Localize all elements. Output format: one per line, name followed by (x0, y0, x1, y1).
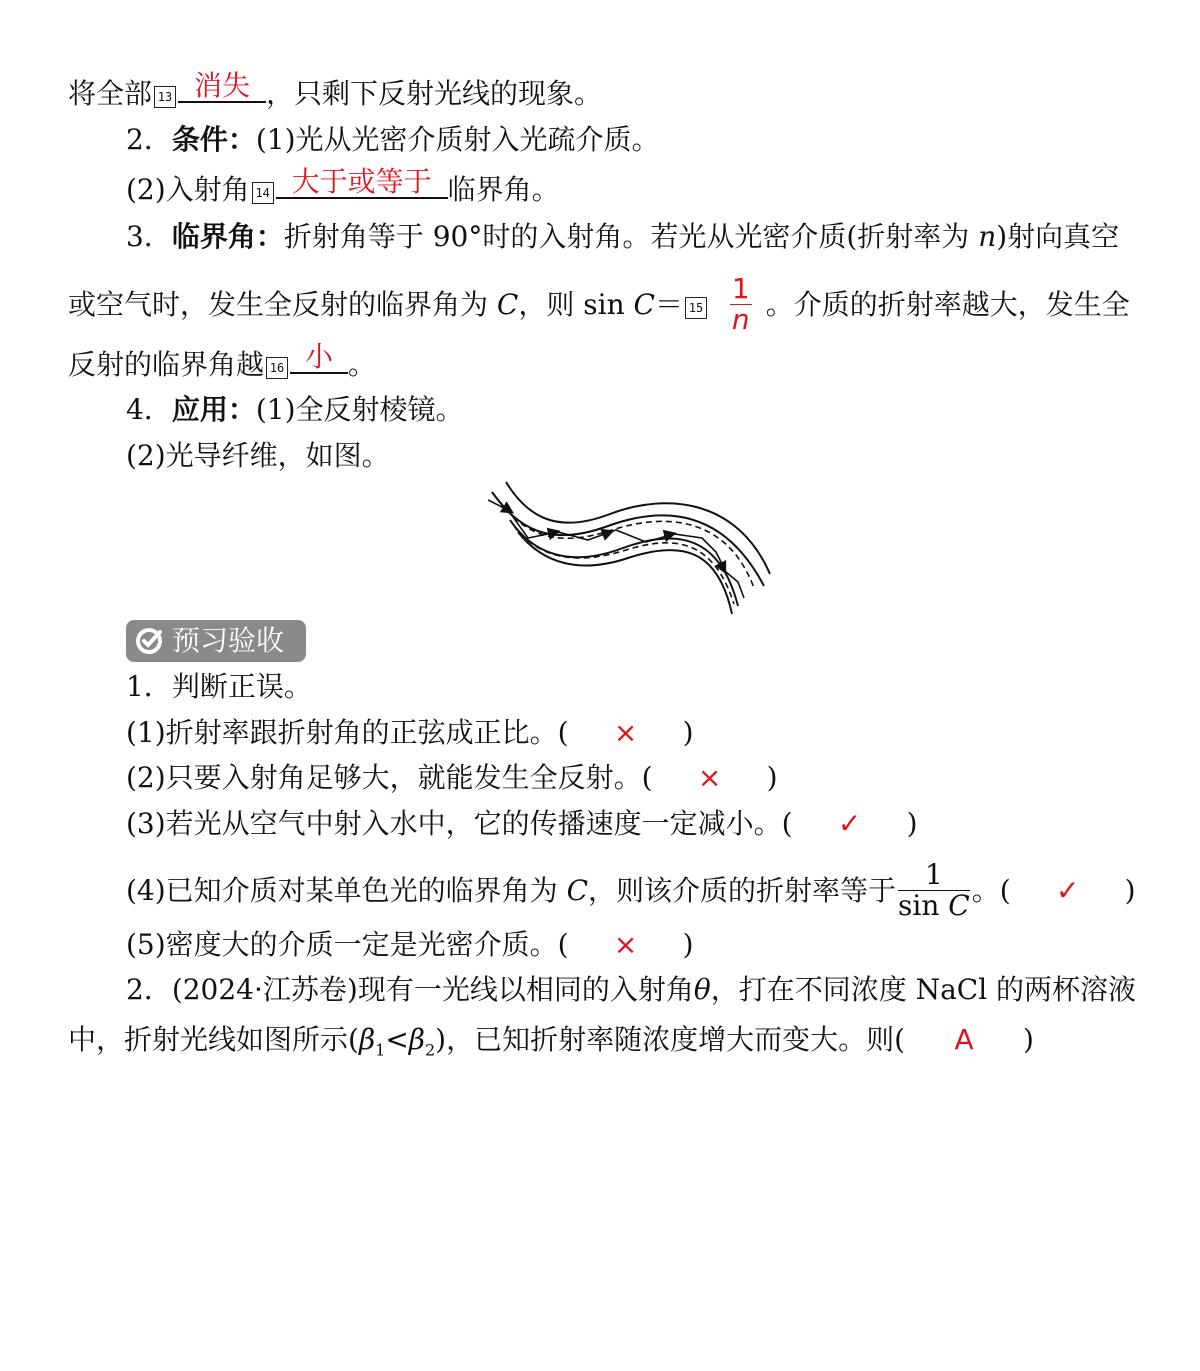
heading: 临界角： (171, 220, 284, 253)
answer-blank (276, 167, 448, 199)
symbol-c: C (496, 288, 519, 321)
close-paren: ) (1023, 1023, 1034, 1056)
item-text: (3)若光从空气中射入水中，它的传播速度一定减小。( (126, 807, 793, 840)
line-7 (126, 390, 464, 430)
item-text: (5)密度大的介质一定是光密介质。( (126, 928, 569, 961)
blank-number-box: 14 (252, 182, 274, 204)
fraction-denominator: n (731, 303, 750, 336)
judge-item-4 (126, 858, 1136, 923)
line-3 (126, 165, 560, 210)
check-mark-icon: ✓ (1055, 874, 1080, 907)
item-number: 3． (126, 220, 172, 253)
fiber-outer-wall (506, 482, 770, 574)
text: 。介质的折射率越大，发生全 (765, 288, 1130, 321)
question-1-title (126, 667, 312, 707)
close-paren: ) (906, 807, 918, 840)
question-2-line-1 (126, 970, 1136, 1010)
fiber-outer-wall (518, 532, 732, 614)
symbol-beta: β (408, 1023, 425, 1056)
item-text: ，则该介质的折射率等于 (588, 874, 897, 907)
symbol-theta: θ (693, 973, 711, 1006)
item-text: (1)折射率跟折射角的正弦成正比。( (126, 716, 569, 749)
symbol-beta: β (358, 1023, 376, 1056)
item-number: 4． (126, 393, 172, 426)
text: 反射的临界角越 (68, 348, 265, 381)
judge-item-5 (126, 925, 694, 965)
text: 1．判断正误。 (126, 670, 312, 703)
text: 折射角等于 90°时的入射角。若光从光密介质(折射率为 (283, 220, 979, 253)
item-text: (2)只要入射角足够大，就能发生全反射。( (126, 761, 653, 794)
symbol-c: C (566, 874, 589, 907)
symbol-c: C (633, 288, 655, 321)
line-5 (68, 272, 1130, 337)
close-paren: ) (766, 761, 778, 794)
answer-text: 消失 (194, 69, 251, 102)
badge-label: 预习验收 (172, 624, 285, 657)
answer-text: 大于或等于 (291, 165, 432, 198)
fraction-denominator (898, 891, 970, 921)
subscript: 1 (375, 1040, 386, 1060)
item-text: (4)已知介质对某单色光的临界角为 (126, 874, 567, 907)
text: 临界角。 (447, 173, 560, 206)
subscript: 2 (424, 1040, 436, 1060)
symbol-c: C (948, 889, 970, 922)
judge-item-1 (126, 713, 694, 753)
blank-number-box: 15 (685, 297, 707, 319)
text: (2)入射角 (126, 173, 250, 206)
text: (2)光导纤维，如图。 (126, 439, 390, 472)
cross-mark-icon: × (697, 761, 722, 794)
less-than: < (385, 1023, 409, 1056)
text: 。 (348, 348, 377, 381)
question-2-line-2 (68, 1020, 1034, 1071)
judge-item-3 (126, 804, 918, 844)
text: 或空气时，发生全反射的临界角为 (68, 288, 497, 321)
answer-blank (178, 71, 266, 103)
text: 中，折射光线如图所示( (68, 1023, 359, 1056)
cross-mark-icon: × (613, 928, 638, 961)
text: )，已知折射率随浓度增大而变大。则( (435, 1023, 906, 1056)
section-badge (126, 620, 306, 662)
answer-fraction (730, 274, 752, 335)
fraction (898, 860, 970, 921)
text: ，打在不同浓度 NaCl 的两杯溶液 (710, 973, 1137, 1006)
text: (1)全反射棱镜。 (255, 393, 464, 426)
answer-choice: A (954, 1023, 974, 1056)
text: 2．(2024·江苏卷)现有一光线以相同的入射角 (126, 973, 694, 1006)
item-number: 2． (126, 123, 172, 156)
close-paren: ) (1124, 874, 1136, 907)
fiber-outer-wall (492, 492, 764, 586)
fraction-numerator: 1 (898, 860, 970, 891)
cross-mark-icon: × (613, 716, 638, 749)
check-mark-icon: ✓ (837, 807, 862, 840)
symbol-n: n (978, 220, 997, 253)
answer-text: 小 (305, 340, 334, 373)
close-paren: ) (682, 716, 694, 749)
text: ，只剩下反射光线的现象。 (266, 77, 603, 110)
fraction-numerator: 1 (731, 272, 750, 305)
heading: 应用： (171, 393, 256, 426)
text: ，则 sin (518, 288, 634, 321)
optical-fiber-figure (488, 478, 772, 618)
line-1 (68, 69, 603, 114)
check-circle-icon (134, 626, 164, 656)
equals-sign: ＝ (654, 288, 683, 321)
line-4 (126, 217, 1119, 257)
text: 将全部 (68, 77, 153, 110)
line-6 (68, 340, 377, 385)
text: (1)光从光密介质射入光疏介质。 (255, 123, 660, 156)
blank-number-box: 16 (266, 357, 288, 379)
item-text: 。( (971, 874, 1011, 907)
judge-item-2 (126, 758, 778, 798)
heading: 条件： (171, 123, 256, 156)
text: )射向真空 (996, 220, 1120, 253)
close-paren: ) (682, 928, 694, 961)
answer-blank (290, 342, 348, 374)
blank-number-box: 13 (154, 86, 176, 108)
line-8 (126, 436, 390, 476)
line-2 (126, 120, 660, 160)
sin-text: sin (898, 889, 949, 922)
